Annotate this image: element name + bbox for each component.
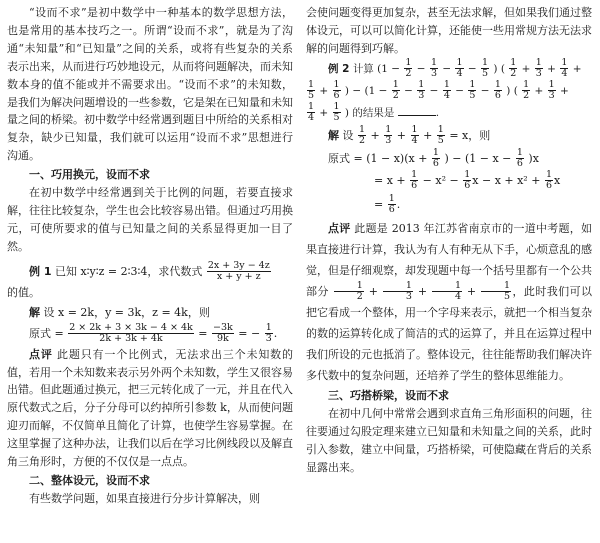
example-1-text: 已知 x∶y∶z = 2∶3∶4，求代数式 (54, 264, 203, 278)
fraction-1-2 (404, 58, 412, 79)
fraction-numerator: 1 (265, 322, 272, 334)
numerator: 1 (545, 169, 552, 181)
numerator: 1 (308, 101, 315, 113)
fraction-1-5 (481, 58, 489, 79)
solution-1-orig-label: 原式 = (29, 326, 64, 340)
solution-1-text: 设 x = 2k，y = 3k，z = 4k，则 (43, 305, 210, 319)
comment-2-label: 点评 (328, 221, 351, 235)
fraction-1-5 (468, 80, 476, 101)
fraction-denominator: 3 (265, 333, 272, 345)
solution-2-orig-label: 原式 = (328, 151, 363, 165)
fraction-1-2 (522, 80, 530, 101)
numerator: 1 (516, 147, 523, 159)
numerator: 1 (535, 57, 542, 69)
fraction-1-4 (411, 125, 419, 146)
fraction-1-2 (392, 80, 400, 101)
answer-blank (398, 105, 436, 116)
denominator: 6 (545, 180, 552, 192)
fraction-1-6 (432, 148, 440, 169)
section-3-paragraph: 在初中几何中常常会遇到求直角三角形面积的问题，往往要通过勾股定理来建立已知量和未知量之间的关系，此时引入参数，建立中间量，巧搭桥梁，可使隐藏在背后的关系显露出来。 (306, 407, 592, 474)
example-2-text: 计算 (352, 62, 374, 75)
fraction-1-3 (417, 80, 425, 101)
fraction-1-3 (535, 58, 543, 79)
fraction-1-6 (494, 80, 502, 101)
denominator: 6 (464, 180, 471, 192)
fraction-1-5 (333, 102, 341, 123)
denominator: 6 (411, 180, 418, 192)
example-2-label: 例 2 (328, 62, 350, 75)
example-1-label: 例 1 (29, 264, 52, 278)
numerator: 1 (430, 57, 437, 69)
denominator: 6 (333, 90, 340, 102)
numerator: 1 (561, 57, 568, 69)
denominator: 4 (308, 112, 315, 124)
fraction-1-6 (545, 170, 553, 191)
denominator: 3 (430, 68, 437, 80)
fraction-1-5 (307, 80, 315, 101)
numerator: 1 (418, 79, 425, 91)
fraction-1-4 (307, 102, 315, 123)
example-1-fraction (207, 261, 271, 282)
numerator: 1 (469, 79, 476, 91)
numerator: 1 (308, 79, 315, 91)
denominator: 4 (456, 68, 463, 80)
denominator: 4 (443, 90, 450, 102)
solution-1-fraction-2 (212, 323, 234, 344)
solution-1-label: 解 (29, 305, 40, 319)
section-1-paragraph: 在初中数学中经常遇到关于比例的问题，若要直接求解，往往比较复杂，学生也会比较容易出错。但通过巧用换元，可使所要求的值与已知量之间的关系显得更加一目了然。 (7, 186, 293, 253)
numerator: 1 (443, 79, 450, 91)
numerator: 1 (523, 79, 530, 91)
denominator: 6 (388, 204, 395, 216)
section-2-continuation: 会使问题变得更加复杂，甚至无法求解，但如果我们通过整体设元，可以可以简化计算，还能使一些用常规方法无法求解的问题得到巧解。 (306, 6, 592, 55)
section-2-paragraph: 有些数学问题，如果直接进行分步计算解决，则 (29, 491, 260, 505)
numerator: 1 (464, 169, 471, 181)
fraction-numerator: 2 × 2k + 3 × 3k − 4 × 4k (69, 322, 193, 334)
numerator: 1 (411, 124, 418, 136)
solution-2-text: 设 (342, 128, 354, 142)
comment-2: 点评 此题是 2013 年江苏省南京市的一道中考题，如果直接进行计算，我认为有人有种无从下手，心烦意乱的感觉，但是仔细观察，却发现题中每一个括号里都有一个公共部分 $\frac{1}{2}$ + $\frac{1}{3}$ + $\frac{1}{4}$ + $\frac{1}{5}$ ，此时我们可以把它看成一个整体，用一个字母来表示，就把一个相当复杂的数的运算转化成了简洁的式的运算了，并且在运算过程中我们所设的元也抵消了。整体设元，往往能帮助我们解决许多代数中的复杂问题，还培养了学生的整体思维能力。 (306, 221, 593, 383)
fraction-1-5 (481, 281, 511, 302)
fraction-1-6 (410, 170, 418, 191)
denominator: 4 (411, 135, 418, 147)
numerator: 1 (510, 57, 517, 69)
example-2: 例 2 计算 (1 − $\frac{1}{2}$ − $\frac{1}{3}$ − $\frac{1}{4}$ − $\frac{1}{5}$ ) ( $\frac{1}{2}$ + $\frac{1}{3}$ + $\frac{1}{4}$ + (328, 57, 582, 80)
numerator: 1 (432, 147, 439, 159)
example-1-denominator: x + y + z (216, 271, 261, 283)
denominator: 5 (333, 112, 340, 124)
numerator: 1 (385, 124, 392, 136)
example-1 (7, 260, 293, 284)
solution-1 (7, 304, 293, 322)
fraction-1-6 (463, 170, 471, 191)
solution-1-equation: 原式 = $\frac{2 \times 2k + 3 \times 3k - 4 \times 4k}{2k + 3k + 4k}$ = $\frac{-3k}{9k}$ = − $\frac{1}{3}$ . (29, 322, 278, 345)
right-column (306, 4, 592, 477)
numerator: 1 (388, 193, 395, 205)
fraction-1-4 (455, 58, 463, 79)
denominator: 5 (308, 90, 315, 102)
solution-2-line-1: 原式 = (1 − x)(x + $\frac{1}{6}$ ) − (1 − x − $\frac{1}{6}$ )x (328, 147, 539, 170)
section-heading-3: 三、巧搭桥梁，设而不求 (328, 389, 449, 403)
numerator: 1 (392, 79, 399, 91)
fraction-1-3 (548, 80, 556, 101)
numerator: 1 (359, 124, 366, 136)
denominator: 2 (359, 135, 366, 147)
solution-1-fraction-1 (68, 323, 194, 344)
solution-2-label: 解 (328, 128, 339, 142)
fraction-1-4 (560, 58, 568, 79)
example-1-numerator: 2x + 3y − 4z (207, 260, 270, 272)
denominator: 5 (469, 90, 476, 102)
solution-2-line-3: = $\frac{1}{6}$ . (374, 193, 401, 216)
denominator: 4 (561, 68, 568, 80)
example-2-tail: 的结果是 (352, 106, 395, 119)
numerator: 1 (494, 79, 501, 91)
numerator: 1 (333, 101, 340, 113)
fraction-1-3 (383, 281, 413, 302)
fraction-1-2 (334, 281, 364, 302)
left-column (7, 4, 293, 508)
solution-1-fraction-3 (265, 323, 273, 344)
fraction-numerator: −3k (212, 322, 233, 334)
fraction-1-6 (516, 148, 524, 169)
section-heading-2: 二、整体设元，设而不求 (29, 473, 150, 487)
numerator: 1 (456, 57, 463, 69)
solution-2-line-2: = x + $\frac{1}{6}$ − x² − $\frac{1}{6}$ x − x + x² + $\frac{1}{6}$ x (374, 169, 561, 192)
denominator: 6 (494, 90, 501, 102)
fraction-1-2 (509, 58, 517, 79)
intro-paragraph: “设而不求”是初中数学中一种基本的数学思想方法，也是常用的基本技巧之一。所谓“设而不求”，就是为了沟通“未知量”和“已知量”之间的关系，或将有些复杂的关系表示出来，从而进行巧妙地设元，从而将问题解决，而未知数本身的值不能或并不需要求出。“设而不求”的未知数，是我们为解决问题增设的一些参数，它是架在已知量和未知量之间的桥梁。初中数学中经常遇到题目中所给的关系相对复杂，缺少已知量，我们就可以运用“设而不求”思想进行沟通。 (7, 6, 293, 163)
fraction-1-6 (388, 194, 396, 215)
denominator: 3 (418, 90, 425, 102)
denominator: 3 (535, 68, 542, 80)
fraction-denominator: 9k (216, 333, 229, 345)
denominator: 2 (356, 291, 363, 303)
numerator: 1 (383, 281, 413, 292)
fraction-1-5 (437, 125, 445, 146)
fraction-1-3 (384, 125, 392, 146)
denominator: 6 (432, 158, 439, 170)
numerator: 1 (334, 281, 364, 292)
denominator: 2 (523, 90, 530, 102)
example-1-tail: 的值。 (7, 285, 40, 299)
denominator: 3 (385, 135, 392, 147)
denominator: 5 (504, 291, 511, 303)
fraction-1-2 (358, 125, 366, 146)
numerator: 1 (405, 57, 412, 69)
denominator: 2 (392, 90, 399, 102)
numerator: 1 (411, 169, 418, 181)
section-heading-1: 一、巧用换元，设而不求 (29, 168, 150, 182)
numerator: 1 (548, 79, 555, 91)
denominator: 2 (510, 68, 517, 80)
numerator: 1 (432, 281, 462, 292)
comment-2-text-a: 此题是 2013 年江苏省南京市的一道中考题，如果直接进行计算，我认为有人有种无从下手，心烦意乱的感觉，但是仔细观察，却发现题中每一个括号里都有一个公共部分 (306, 221, 592, 298)
fraction-1-4 (432, 281, 462, 302)
numerator: 1 (333, 79, 340, 91)
comment-1-label: 点评 (29, 347, 53, 361)
solution-2: 解 设 $\frac{1}{2}$ + $\frac{1}{3}$ + $\frac{1}{4}$ + $\frac{1}{5}$ = x，则 (328, 124, 491, 147)
denominator: 5 (437, 135, 444, 147)
example-2-line-3: $\frac{1}{4}$ + $\frac{1}{5}$ ) 的结果是 . (308, 101, 440, 124)
denominator: 6 (516, 158, 523, 170)
fraction-1-3 (430, 58, 438, 79)
numerator: 1 (482, 57, 489, 69)
numerator: 1 (437, 124, 444, 136)
denominator: 4 (454, 291, 461, 303)
example-2-line-2: $\frac{1}{5}$ + $\frac{1}{6}$ ) − (1 − $\frac{1}{2}$ − $\frac{1}{3}$ − $\frac{1}{4}$ − $\frac{1}{5}$ − $\frac{1}{6}$ ) ( $\frac{1}{2}$ + $\frac{1}{3}$ + (308, 79, 569, 102)
fraction-denominator: 2k + 3k + 4k (99, 333, 163, 345)
comment-1-text: 此题只有一个比例式，无法求出三个未知数的值，若用一个未知数来表示另外两个未知数，学生又很容易出错。但此题通过换元，把三元转化成了一元，并且在代入原代数式之后，分子分母可以约掉所引参数 k，从而使问题迎刃而解，不仅简单且简化了计算，也使学生容易掌握。在这里掌握了这种办法，让我们以后在学习比例线段以及解直角三角形时，方便的不仅仅是一点点。 (7, 347, 294, 469)
comment-2-text-b: ，此时我们可以把它看成一个整体，用一个字母来表示，就把一个相当复杂的数的运算转化成了简洁的式的运算了，并且在运算过程中我们所设的元也抵消了。整体设元，往往能帮助我们解决许多代数中的复杂问题，还培养了学生的整体思维能力。 (306, 284, 593, 383)
comment-1 (7, 346, 293, 471)
denominator: 3 (548, 90, 555, 102)
fraction-1-4 (443, 80, 451, 101)
solution-2-then: = x，则 (449, 128, 491, 142)
denominator: 5 (482, 68, 489, 80)
fraction-1-6 (333, 80, 341, 101)
denominator: 3 (405, 291, 412, 303)
denominator: 2 (405, 68, 412, 80)
numerator: 1 (481, 281, 511, 292)
